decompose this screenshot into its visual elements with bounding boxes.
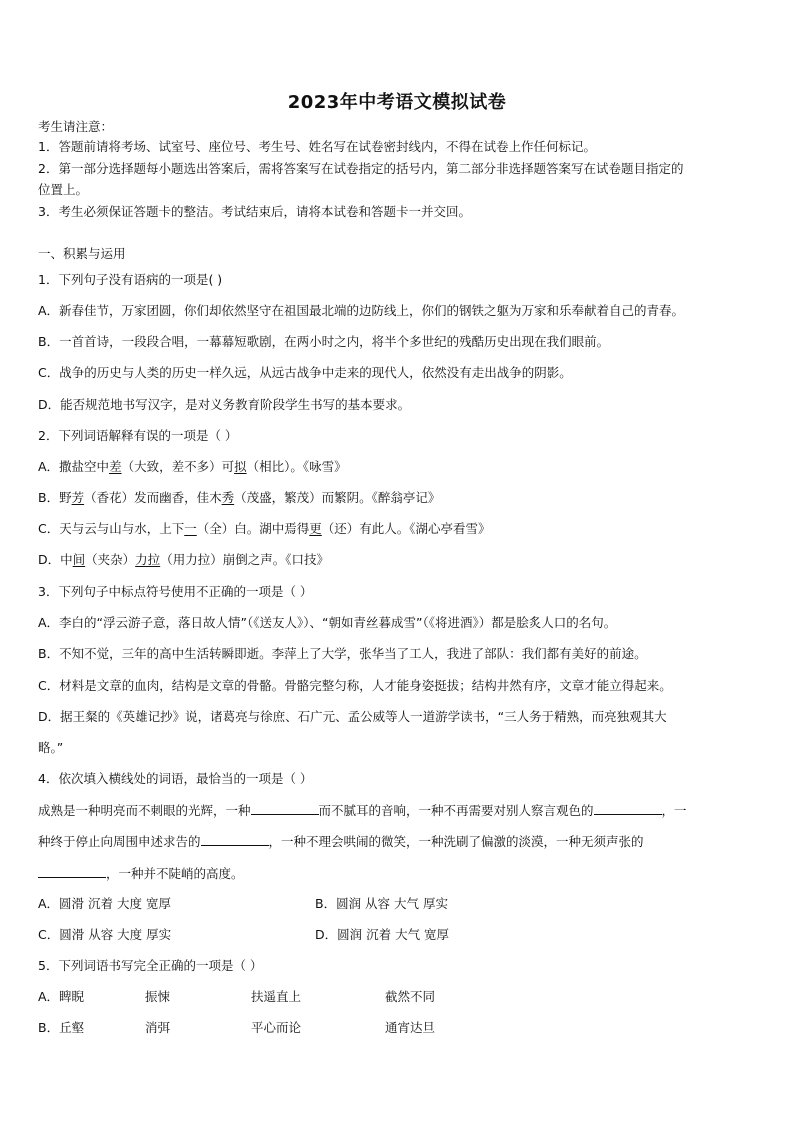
question-5-stem: 5．下列词语书写完全正确的一项是（ ） — [38, 958, 263, 973]
fill-blank — [201, 832, 269, 846]
underlined-word: 更 — [309, 521, 322, 536]
question-2-option-a: A．撒盐空中差（大致，差不多）可拟（相比）。《咏雪》 — [38, 459, 347, 474]
underlined-word: 秀 — [221, 490, 235, 505]
fill-blank — [594, 801, 662, 815]
question-5-option-a-word: A．睥睨 — [38, 989, 85, 1004]
page-title: 2023年中考语文模拟试卷 — [287, 92, 507, 113]
question-4-stem: 4．依次填入横线处的词语，最恰当的一项是（ ） — [38, 771, 313, 786]
question-4-passage-line: 种终于停止向周围申述求告的 ，一种不理会哄闹的微笑，一种洗刷了偏激的淡漠，一种无须声张的 — [38, 834, 644, 849]
question-2-option-b: B．野芳（香花）发而幽香，佳木秀（茂盛，繁茂）而繁阴。《醉翁亭记》 — [38, 490, 441, 505]
question-3-option-d-cont: 略。” — [38, 740, 64, 755]
question-5-option-a-word: 截然不同 — [385, 989, 436, 1004]
question-4-passage-line: ，一种并不陡峭的高度。 — [38, 864, 244, 883]
question-5-option-b-word: B．丘壑 — [38, 1020, 85, 1035]
notice-heading: 考生请注意： — [38, 119, 114, 134]
question-2-option-c: C．天与云与山与水，上下一（全）白。湖中焉得更（还）有此人。《湖心亭看雪》 — [38, 521, 491, 536]
question-5-option-b-word: 通宵达旦 — [385, 1020, 436, 1035]
underlined-word: 芳 — [71, 490, 85, 505]
question-4-passage-line: 成熟是一种明亮而不刺眼的光辉，一种 而不腻耳的音响，一种不再需要对别人察言观色的 ，一 — [38, 803, 687, 818]
question-1-option-d: D．能否规范地书写汉字，是对义务教育阶段学生书写的基本要求。 — [38, 397, 411, 412]
fill-blank — [251, 801, 319, 815]
question-3-option-b: B．不知不觉，三年的高中生活转瞬即逝。李萍上了大学，张华当了工人，我进了部队：我们都有美好的前途。 — [38, 646, 647, 661]
question-2-option-d: D．中间（夹杂）力拉（用力拉）崩倒之声。《口技》 — [38, 552, 329, 567]
underlined-word: 力拉 — [135, 552, 161, 567]
underlined-word: 间 — [72, 552, 86, 567]
notice-item: 位置上。 — [38, 182, 89, 197]
notice-item: 3．考生必须保证答题卡的整洁。考试结束后，请将本试卷和答题卡一并交回。 — [38, 204, 471, 219]
question-1-option-c: C．战争的历史与人类的历史一样久远，从远古战争中走来的现代人，依然没有走出战争的阴影。 — [38, 365, 572, 380]
question-3-option-c: C．材料是文章的血肉，结构是文章的骨骼。骨骼完整匀称，人才能身姿挺拔；结构井然有序，文章才能立得起来。 — [38, 678, 672, 693]
question-3-stem: 3．下列句子中标点符号使用不正确的一项是（ ） — [38, 584, 313, 599]
underlined-word: 拟 — [234, 459, 247, 474]
question-1-stem: 1．下列句子没有语病的一项是( ) — [38, 272, 223, 287]
question-4-option-d: D．圆润 沉着 大气 宽厚 — [315, 927, 450, 942]
question-3-option-d: D．据王粲的《英雄记抄》说，诸葛亮与徐庶、石广元、孟公威等人一道游学读书，“三人务于精熟，而亮独观其大 — [38, 709, 667, 724]
fill-blank — [38, 864, 106, 878]
question-1-option-a: A．新春佳节，万家团圆，你们却依然坚守在祖国最北端的边防线上，你们的钢铁之躯为万家和乐奉献着自己的青春。 — [38, 303, 685, 318]
question-5-option-b-word: 平心而论 — [251, 1020, 302, 1035]
section-heading: 一、积累与运用 — [38, 246, 126, 261]
question-5-option-b-word: 消弭 — [145, 1020, 171, 1035]
question-4-option-c: C．圆滑 从容 大度 厚实 — [38, 927, 172, 942]
underlined-word: 差 — [109, 459, 122, 474]
underlined-word: 一 — [184, 521, 197, 536]
question-5-option-a-word: 振悚 — [145, 989, 171, 1004]
question-4-option-b: B．圆润 从容 大气 厚实 — [315, 896, 448, 911]
question-3-option-a: A．李白的“浮云游子意，落日故人情”（《送友人》）、“朝如青丝暮成雪”（《将进酒》）都是脍炙人口的名句。 — [38, 615, 617, 630]
question-5-option-a-word: 扶遥直上 — [251, 989, 302, 1004]
notice-item: 2．第一部分选择题每小题选出答案后，需将答案写在试卷指定的括号内，第二部分非选择题答案写在试卷题目指定的 — [38, 161, 684, 176]
question-1-option-b: B．一首首诗，一段段合唱，一幕幕短歌剧，在两小时之内，将半个多世纪的残酷历史出现在我们眼前。 — [38, 334, 610, 349]
question-2-stem: 2．下列词语解释有误的一项是（ ） — [38, 428, 238, 443]
notice-item: 1．答题前请将考场、试室号、座位号、考生号、姓名写在试卷密封线内，不得在试卷上作任何标记。 — [38, 139, 596, 154]
question-4-option-a: A．圆滑 沉着 大度 宽厚 — [38, 896, 171, 911]
